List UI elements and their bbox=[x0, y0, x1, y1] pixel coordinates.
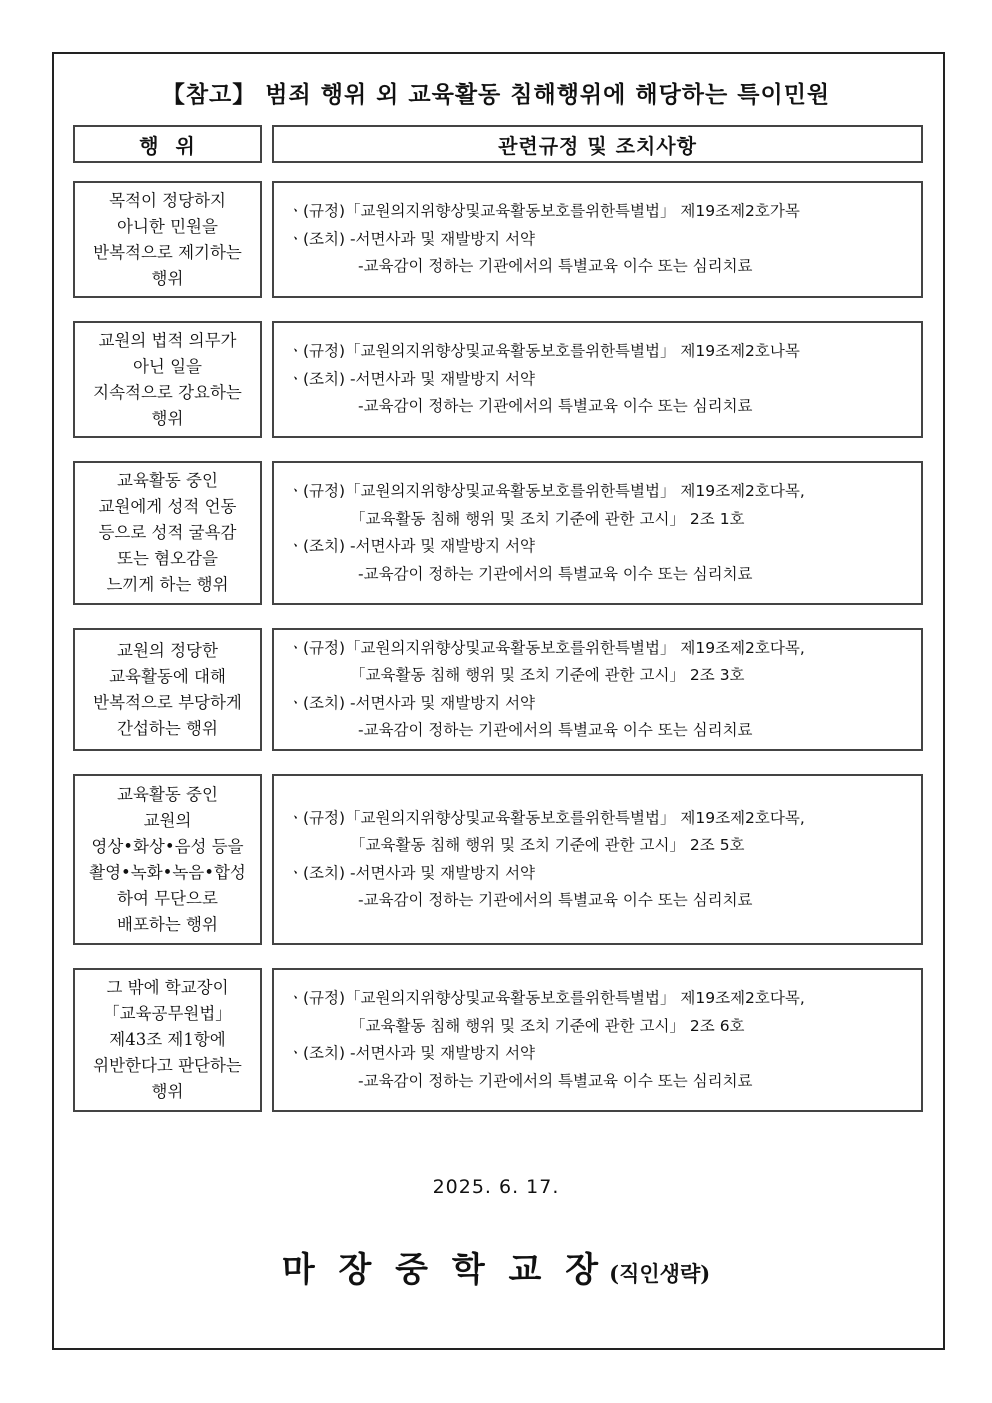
measure-line: ㆍ(조치) -서면사과 및 재발방지 서약 bbox=[288, 369, 536, 388]
regulation-line: ㆍ(규정)「교원의지위향상및교육활동보호를위한특별법」 제19조제2호다목, bbox=[288, 808, 805, 827]
measure-line: ㆍ(조치) -서면사과 및 재발방지 서약 bbox=[288, 537, 536, 555]
header-rule-label: 관련규정 및 조치사항 bbox=[498, 133, 697, 158]
measure-line: ㆍ(조치) -서면사과 및 재발방지 서약 bbox=[288, 1044, 536, 1062]
regulation-cell bbox=[272, 774, 923, 945]
act-text: 교육활동 중인 교원의 영상•화상•음성 등을 촬영•녹화•녹음•합성 하여 무단으로 배포하는 행위 bbox=[89, 784, 246, 934]
measure-line: -교육감이 정하는 기관에서의 특별교육 이수 또는 심리치료 bbox=[358, 1071, 753, 1090]
page-title: 【참고】 범죄 행위 외 교육활동 침해행위에 해당하는 특이민원 bbox=[161, 81, 831, 108]
act-text: 목적이 정당하지 아니한 민원을 반복적으로 제기하는 행위 bbox=[93, 190, 242, 288]
regulation-cell bbox=[272, 321, 923, 438]
measure-line: -교육감이 정하는 기관에서의 특별교육 이수 또는 심리치료 bbox=[358, 721, 753, 739]
document-date: 2025. 6. 17. bbox=[432, 1176, 560, 1198]
act-cell bbox=[73, 628, 262, 751]
regulation-line: 「교육활동 침해 행위 및 조치 기준에 관한 고시」 2조 1호 bbox=[350, 509, 745, 528]
regulation-line: 「교육활동 침해 행위 및 조치 기준에 관한 고시」 2조 3호 bbox=[350, 666, 745, 684]
act-cell bbox=[73, 181, 262, 298]
measure-line: ㆍ(조치) -서면사과 및 재발방지 서약 bbox=[288, 863, 536, 882]
act-cell bbox=[73, 461, 262, 605]
header-act bbox=[73, 125, 262, 163]
seal-omitted-note: (직인생략) bbox=[609, 1261, 711, 1286]
act-cell bbox=[73, 774, 262, 945]
regulation-line: ㆍ(규정)「교원의지위향상및교육활동보호를위한특별법」 제19조제2호가목 bbox=[288, 202, 800, 221]
measure-line: -교육감이 정하는 기관에서의 특별교육 이수 또는 심리치료 bbox=[358, 891, 753, 909]
regulation-line: ㆍ(규정)「교원의지위향상및교육활동보호를위한특별법」 제19조제2호다목, bbox=[288, 989, 805, 1007]
measure-line: ㆍ(조치) -서면사과 및 재발방지 서약 bbox=[288, 693, 536, 712]
regulation-line: ㆍ(규정)「교원의지위향상및교육활동보호를위한특별법」 제19조제2호다목, bbox=[288, 638, 805, 657]
act-cell bbox=[73, 321, 262, 438]
header-rule bbox=[272, 125, 923, 163]
regulation-line: 「교육활동 침해 행위 및 조치 기준에 관한 고시」 2조 6호 bbox=[350, 1016, 745, 1035]
act-text: 그 밖에 학교장이 「교육공무원법」 제43조 제1항에 위반한다고 판단하는 행위 bbox=[93, 978, 242, 1101]
signature-block bbox=[0, 1242, 992, 1291]
signer-name: 마 장 중 학 교 장 bbox=[281, 1250, 605, 1290]
measure-line: -교육감이 정하는 기관에서의 특별교육 이수 또는 심리치료 bbox=[358, 564, 753, 583]
act-text: 교육활동 중인 교원에게 성적 언동 등으로 성적 굴욕감 또는 혐오감을 느끼게 하는 행위 bbox=[98, 471, 237, 594]
regulation-cell bbox=[272, 628, 923, 751]
regulation-cell bbox=[272, 461, 923, 605]
regulation-line: ㆍ(규정)「교원의지위향상및교육활동보호를위한특별법」 제19조제2호나목 bbox=[288, 342, 800, 361]
regulation-cell bbox=[272, 181, 923, 298]
measure-line: -교육감이 정하는 기관에서의 특별교육 이수 또는 심리치료 bbox=[358, 257, 753, 276]
measure-line: ㆍ(조치) -서면사과 및 재발방지 서약 bbox=[288, 229, 536, 248]
header-act-label: 행 위 bbox=[139, 133, 196, 158]
act-text: 교원의 법적 의무가 아닌 일을 지속적으로 강요하는 행위 bbox=[93, 330, 242, 428]
regulation-line: ㆍ(규정)「교원의지위향상및교육활동보호를위한특별법」 제19조제2호다목, bbox=[288, 482, 805, 500]
act-text: 교원의 정당한 교육활동에 대해 반복적으로 부당하게 간섭하는 행위 bbox=[93, 640, 242, 738]
regulation-cell bbox=[272, 968, 923, 1112]
measure-line: -교육감이 정하는 기관에서의 특별교육 이수 또는 심리치료 bbox=[358, 397, 753, 416]
act-cell bbox=[73, 968, 262, 1112]
regulation-line: 「교육활동 침해 행위 및 조치 기준에 관한 고시」 2조 5호 bbox=[350, 836, 745, 854]
